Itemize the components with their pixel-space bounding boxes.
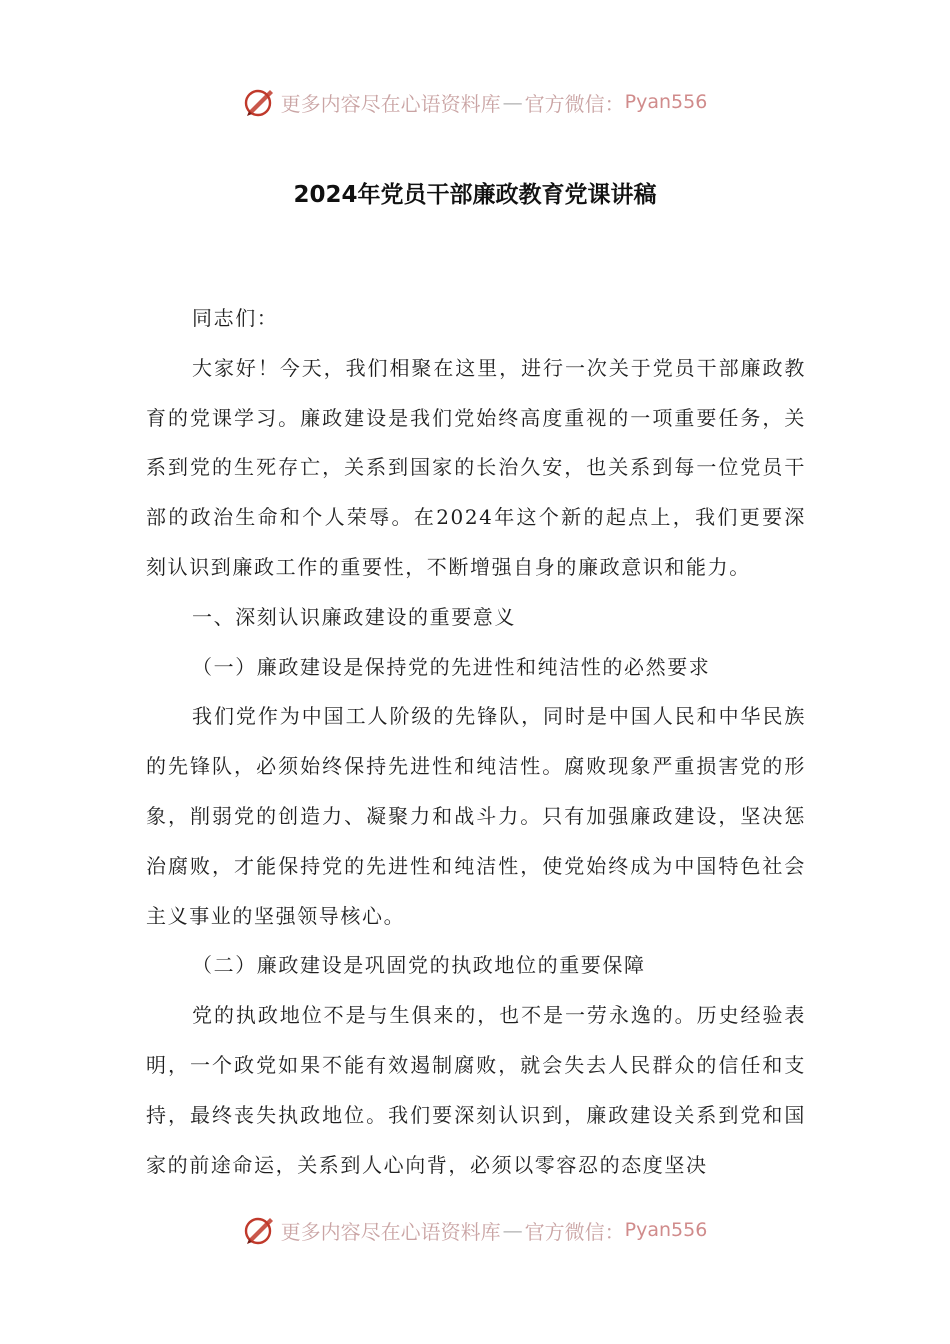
watermark-header: [0, 82, 950, 122]
document-body: [146, 294, 806, 1190]
pen-logo-icon: [243, 1213, 277, 1247]
watermark-text: 更多内容尽在心语资料库: [280, 91, 501, 116]
subsection-heading-1: （一）廉政建设是保持党的先进性和纯洁性的必然要求: [192, 654, 711, 679]
watermark-id: Pyan556: [624, 91, 708, 113]
paragraph-1-2: 党的执政地位不是与生俱来的，也不是一劳永逸的。历史经验表明，一个政党如果不能有效遏制腐败，就会失去人民群众的信任和支持，最终丧失执政地位。我们要深刻认识到，廉政建设关系到党和国家的前途命运，关系到人心向背，必须以零容忍的态度坚决: [146, 1003, 806, 1177]
watermark-text: 更多内容尽在心语资料库: [280, 1219, 501, 1244]
paragraph-intro: 大家好！今天，我们相聚在这里，进行一次关于党员干部廉政教育的党课学习。廉政建设是我们党始终高度重视的一项重要任务，关系到党的生死存亡，关系到国家的长治久安，也关系到每一位党员干部的政治生命和个人荣辱。在2024年这个新的起点上，我们更要深刻认识到廉政工作的重要性，不断增强自身的廉政意识和能力。: [146, 355, 806, 579]
watermark-separator: —: [502, 1218, 523, 1242]
watermark-label: 官方微信：: [524, 91, 625, 116]
watermark-footer: [0, 1210, 950, 1250]
watermark-id: Pyan556: [624, 1219, 708, 1241]
subsection-heading-2: （二）廉政建设是巩固党的执政地位的重要保障: [192, 953, 646, 978]
watermark-label: 官方微信：: [524, 1219, 625, 1244]
salutation: 同志们：: [192, 306, 279, 330]
section-heading-1: 一、深刻认识廉政建设的重要意义: [192, 604, 516, 629]
document-title: 2024年党员干部廉政教育党课讲稿: [293, 182, 657, 208]
watermark-separator: —: [502, 90, 523, 114]
pen-logo-icon: [243, 85, 277, 119]
paragraph-1-1: 我们党作为中国工人阶级的先锋队，同时是中国人民和中华民族的先锋队，必须始终保持先进性和纯洁性。腐败现象严重损害党的形象，削弱党的创造力、凝聚力和战斗力。只有加强廉政建设，坚决惩治腐败，才能保持党的先进性和纯洁性，使党始终成为中国特色社会主义事业的坚强领导核心。: [146, 704, 806, 928]
